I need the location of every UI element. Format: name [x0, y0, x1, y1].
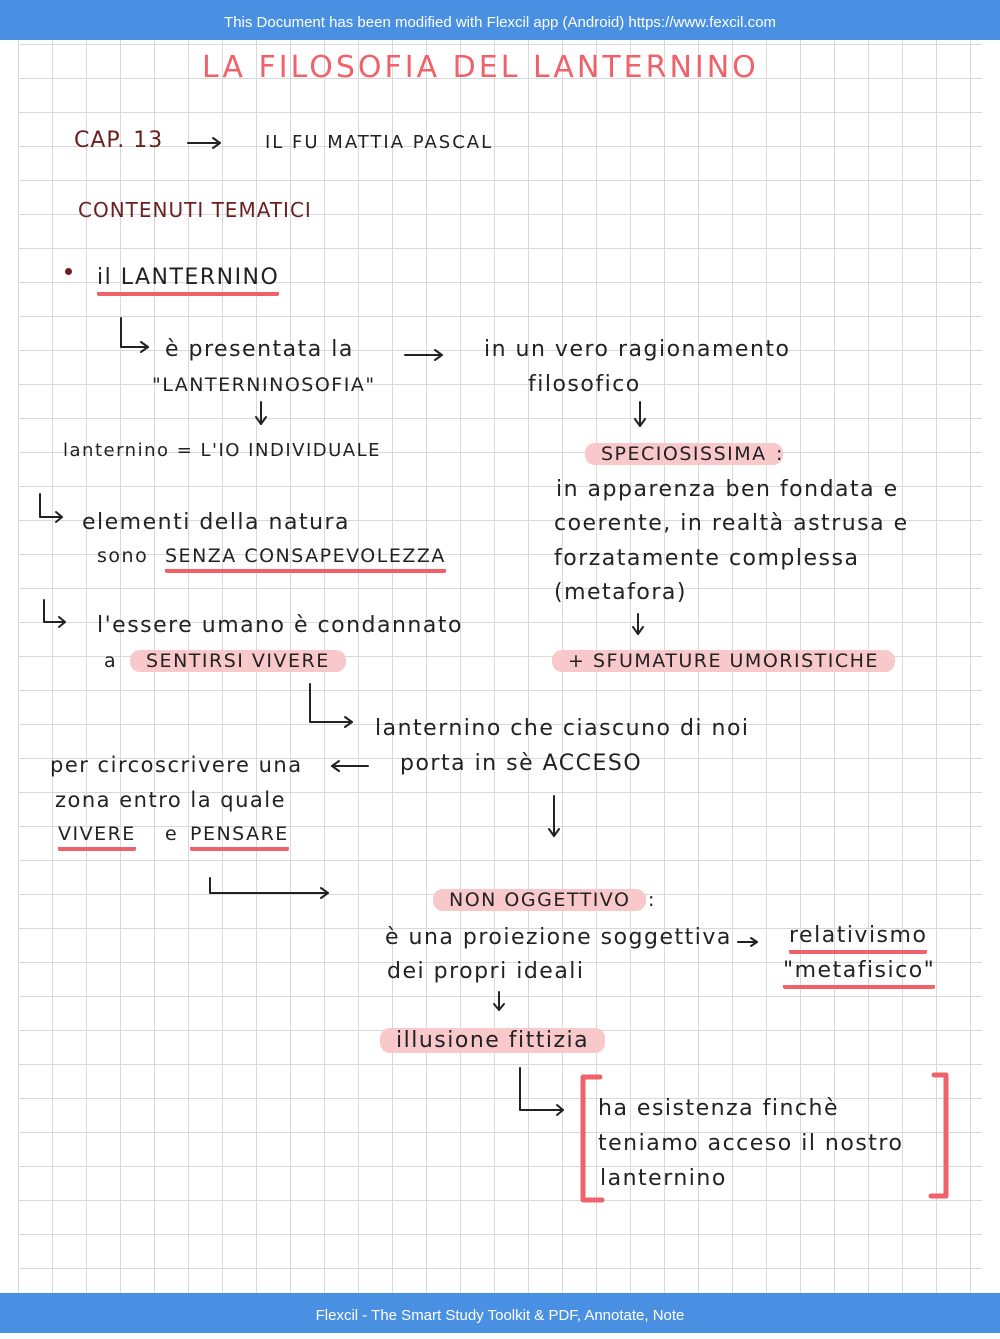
sfumature-highlight: + SFUMATURE UMORISTICHE	[552, 650, 895, 672]
relativismo-underlined: relativismo	[789, 923, 927, 954]
bullet-topic: il LANTERNINO	[97, 265, 279, 296]
lanterninosofia-text: "LANTERNINOSOFIA"	[152, 374, 376, 396]
acceso-down-arrow-icon	[549, 796, 559, 836]
description-line-4: (metafora)	[554, 580, 687, 605]
topic-elbow-arrow-icon	[121, 318, 148, 352]
flexcil-bottom-banner: Flexcil - The Smart Study Toolkit & PDF, Annotate, Note	[0, 1293, 1000, 1333]
metafisico-underlined: "metafisico"	[783, 958, 935, 989]
description-line-1: in apparenza ben fondata e	[556, 477, 899, 502]
description-line-3: forzatamente complessa	[554, 546, 860, 571]
metafora-down-arrow-icon	[633, 614, 643, 634]
ragionamento-line-1: in un vero ragionamento	[484, 337, 791, 362]
right-bracket-icon	[931, 1075, 946, 1196]
illusione-down-arrow-icon	[494, 992, 504, 1010]
speciosissima-highlight: SPECIOSISSIMA	[585, 443, 783, 465]
elementi-elbow-arrow-icon	[40, 494, 62, 522]
vivere-underlined: VIVERE	[58, 823, 136, 851]
circoscrivere-line-2: zona entro la quale	[55, 788, 287, 812]
e-text: e	[165, 823, 179, 845]
lanternino-equation: lanternino = L'IO INDIVIDUALE	[63, 440, 381, 461]
esistenza-line-2: teniamo acceso il nostro	[598, 1131, 904, 1156]
sentirsi-elbow-arrow-icon	[310, 684, 352, 727]
presentata-right-arrow-icon	[405, 350, 442, 360]
illusione-fittizia-highlight: illusione fittizia	[380, 1028, 605, 1053]
flexcil-top-banner: This Document has been modified with Flexcil app (Android) https://www.fexcil.com	[0, 0, 1000, 40]
esistenza-line-1: ha esistenza finchè	[598, 1096, 839, 1121]
proiezione-line-1: è una proiezione soggettiva	[385, 925, 732, 950]
book-title: IL FU MATTIA PASCAL	[265, 132, 494, 153]
non-oggettivo-colon: :	[648, 889, 656, 911]
ragionamento-line-2: filosofico	[528, 372, 641, 397]
filosofico-down-arrow-icon	[635, 402, 645, 426]
chapter-arrow-icon	[188, 138, 220, 148]
essere-umano-text: l'essere umano è condannato	[97, 613, 463, 638]
relativismo-right-arrow-icon	[738, 938, 757, 946]
left-bracket-icon	[583, 1077, 602, 1200]
senza-consapevolezza: SENZA CONSAPEVOLEZZA	[165, 545, 446, 573]
circoscrivere-line-1: per circoscrivere una	[50, 753, 303, 777]
lanternino-ciascuno-line-2: porta in sè ACCESO	[400, 751, 643, 776]
page-title: LA FILOSOFIA DEL LANTERNINO	[202, 50, 759, 85]
non-oggettivo-highlight: NON OGGETTIVO	[433, 889, 646, 911]
lanterninosofia-down-arrow-icon	[256, 402, 266, 424]
section-heading: CONTENUTI TEMATICI	[78, 198, 312, 222]
sentirsi-vivere-highlight: SENTIRSI VIVERE	[130, 650, 346, 672]
lanternino-ciascuno-line-1: lanternino che ciascuno di noi	[375, 716, 750, 741]
esistenza-elbow-arrow-icon	[520, 1068, 563, 1115]
proiezione-line-2: dei propri ideali	[387, 959, 585, 984]
circoscrivere-left-arrow-icon	[332, 761, 368, 771]
a-text: a	[104, 650, 118, 672]
description-line-2: coerente, in realtà astrusa e	[554, 511, 909, 536]
sono-text: sono	[97, 545, 149, 567]
essere-elbow-arrow-icon	[44, 600, 65, 627]
chapter-label: CAP. 13	[74, 128, 164, 153]
pensare-underlined: PENSARE	[190, 823, 289, 851]
speciosissima-colon: :	[776, 443, 784, 465]
presentata-text: è presentata la	[165, 337, 354, 362]
elementi-text: elementi della natura	[82, 510, 351, 535]
esistenza-line-3: lanternino	[600, 1166, 727, 1191]
pensare-elbow-arrow-icon	[210, 878, 328, 898]
